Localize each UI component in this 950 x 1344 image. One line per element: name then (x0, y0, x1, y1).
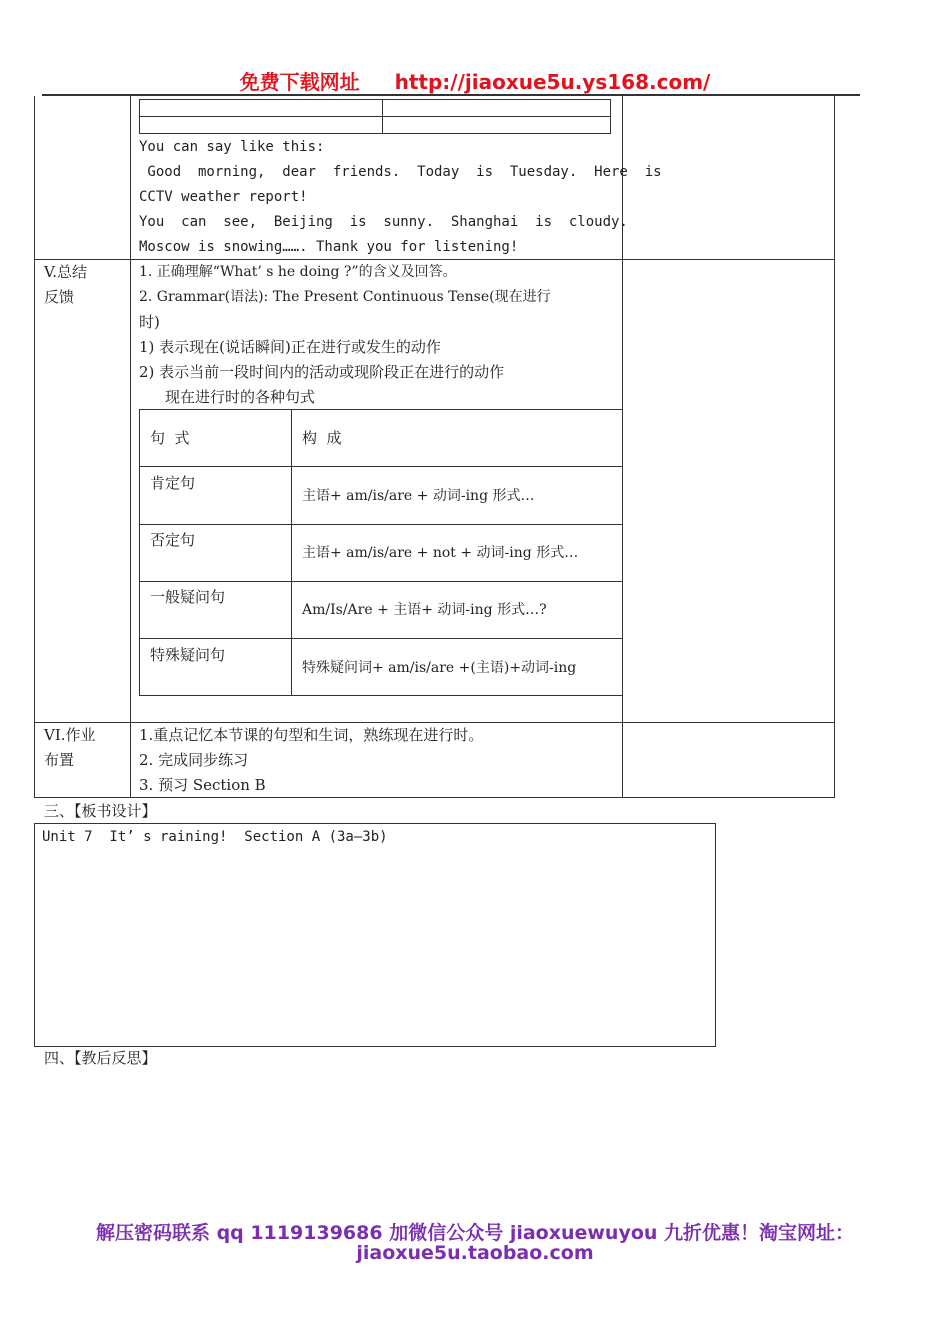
summary-line-1: 1. 正确理解“What’ s he doing ?”的含义及回答。 (139, 264, 457, 280)
table-row-form: 主语+ am/is/are + 动词-ing 形式… (302, 488, 535, 504)
summary-line-4: 1) 表示现在(说话瞬间)正在进行或发生的动作 (139, 338, 441, 356)
board-content: Unit 7 It’ s raining! Section A (3a—3b) (42, 829, 388, 845)
header-title: 免费下载网址 (239, 70, 360, 94)
header-rule (42, 94, 860, 96)
section6-label-2: 布置 (44, 751, 75, 769)
speech-line-3: CCTV weather report! (139, 189, 308, 205)
section5-label-2: 反馈 (44, 288, 75, 306)
summary-line-6: 现在进行时的各种句式 (165, 388, 316, 406)
table-row-type: 肯定句 (150, 474, 196, 492)
section6-label-1: VI.作业 (44, 726, 96, 744)
speech-line-2: Good morning, dear friends. Today is Tuesday. Here is (139, 164, 662, 180)
speech-line-5: Moscow is snowing……. Thank you for listening! (139, 239, 519, 255)
reflection-heading: 四、【教后反思】 (44, 1049, 157, 1067)
board-box (34, 823, 716, 1047)
section5-label-1: V.总结 (44, 263, 87, 281)
table-row-type: 否定句 (150, 531, 196, 549)
table-row-form: Am/Is/Are + 主语+ 动词-ing 形式…? (302, 602, 547, 618)
table-row-form: 主语+ am/is/are + not + 动词-ing 形式… (302, 545, 579, 561)
speech-line-4: You can see, Beijing is sunny. Shanghai is cloudy. (139, 214, 628, 230)
header-url[interactable]: http://jiaoxue5u.ys168.com/ (394, 70, 711, 94)
table-header-form: 构 成 (302, 429, 342, 447)
footer-line-2[interactable]: jiaoxue5u.taobao.com (356, 1242, 594, 1264)
table-row-type: 特殊疑问句 (150, 646, 226, 664)
summary-line-3: 时) (139, 313, 160, 331)
table-row-type: 一般疑问句 (150, 588, 226, 606)
table-header-type: 句 式 (150, 429, 190, 447)
summary-line-5: 2) 表示当前一段时间内的活动或现阶段正在进行的动作 (139, 363, 505, 381)
table-row-form: 特殊疑问词+ am/is/are +(主语)+动词-ing (302, 660, 577, 676)
speech-line-1: You can say like this: (139, 139, 325, 155)
footer-line-1: 解压密码联系 qq 1119139686 加微信公众号 jiaoxuewuyou 九折优惠！淘宝网址： (95, 1222, 855, 1244)
summary-line-2: 2. Grammar(语法): The Present Continuous Tense(现在进行 (139, 289, 551, 305)
homework-line-2: 2. 完成同步练习 (139, 751, 249, 769)
homework-line-1: 1.重点记忆本节课的句型和生词，熟练现在进行时。 (139, 726, 484, 744)
board-heading: 三、【板书设计】 (44, 802, 157, 820)
homework-line-3: 3. 预习 Section B (139, 776, 266, 794)
page-header (0, 66, 950, 95)
